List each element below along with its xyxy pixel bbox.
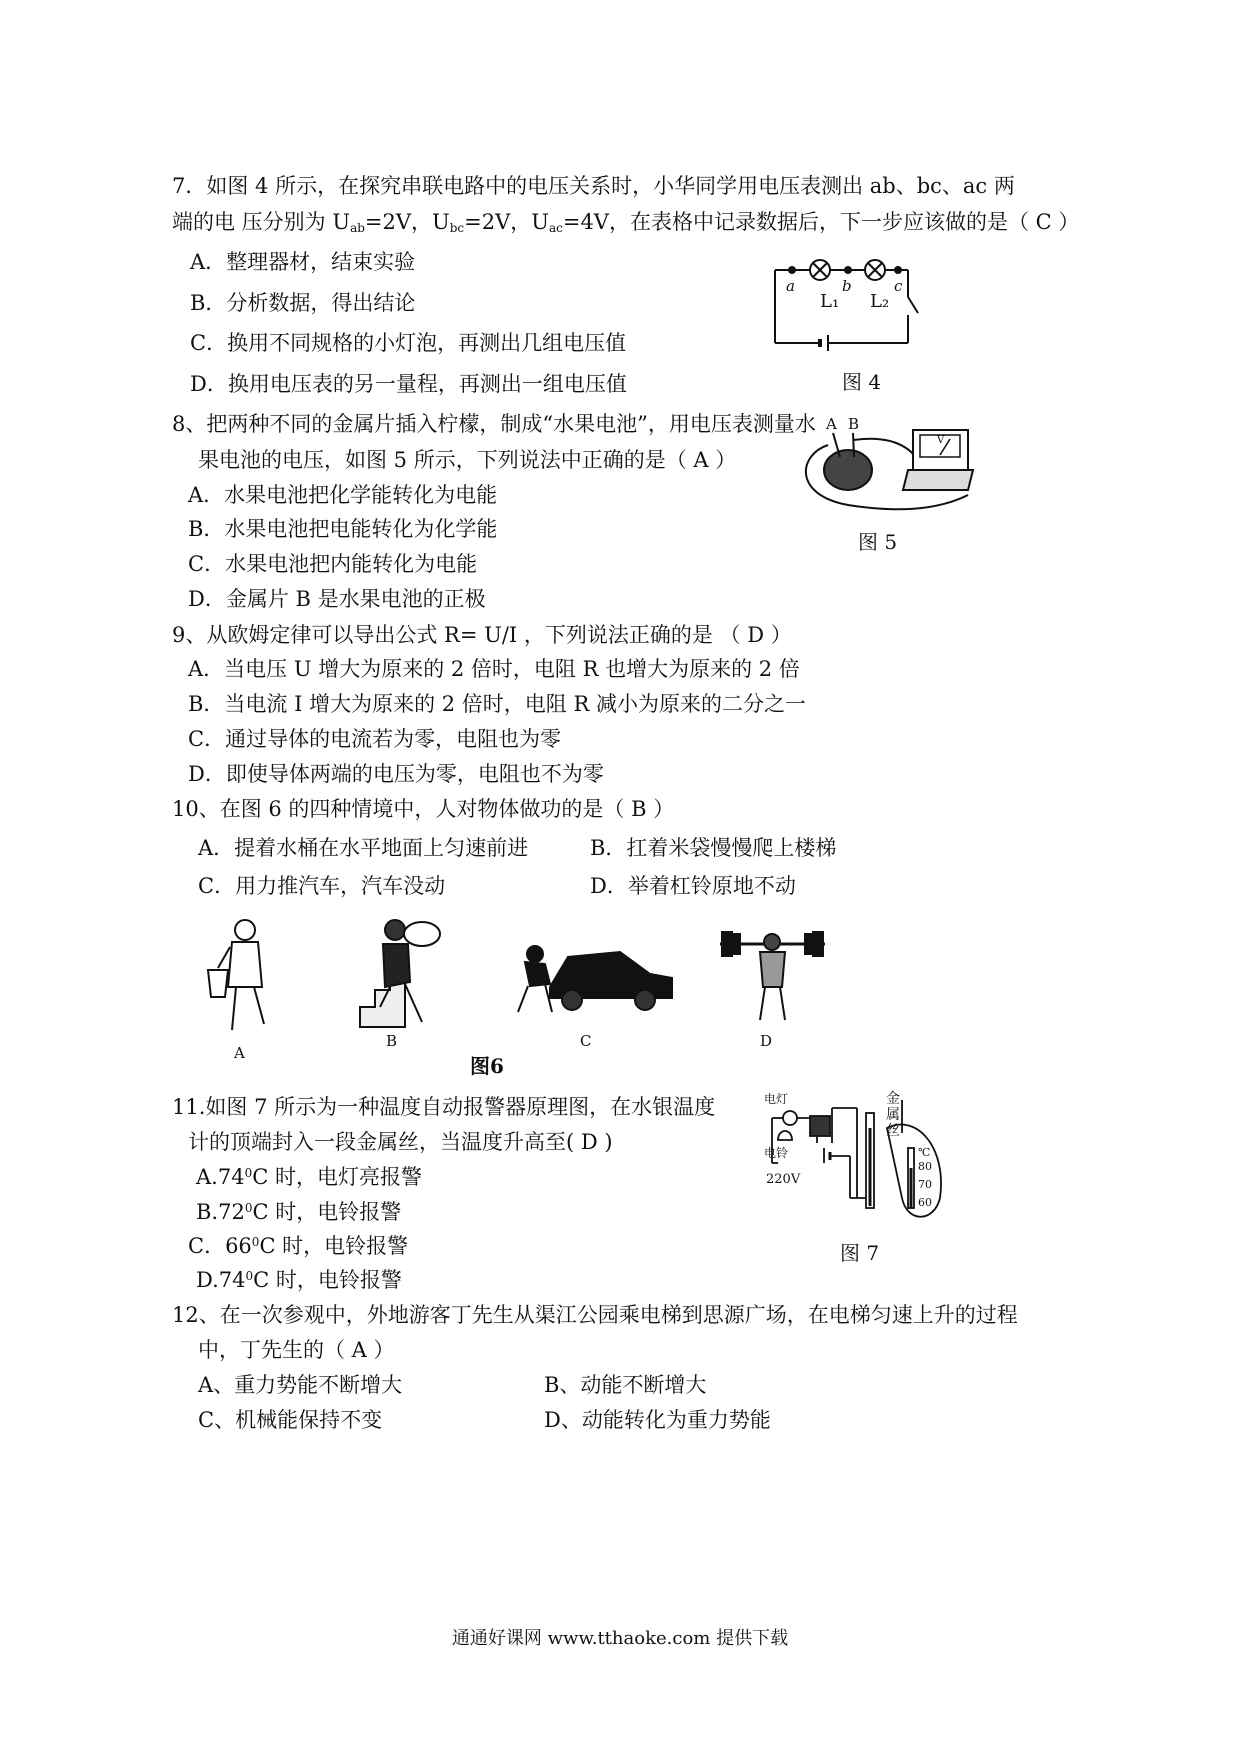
q9-option-d: D．即使导体两端的电压为零，电阻也不为零 <box>188 762 604 786</box>
figure-4-label-l2: L₂ <box>870 291 890 312</box>
figure-7-label-80: 80 <box>918 1160 932 1173</box>
scene-a-bucket-icon <box>208 920 264 1030</box>
figure-7-label-bell: 电铃 <box>764 1146 789 1160</box>
figure-7-label-60: 60 <box>918 1196 932 1209</box>
q11-option-c: C．$66^0C$ 时，电铃报警 <box>188 1234 409 1258</box>
figure-7-label-shu: 属 <box>886 1107 900 1123</box>
figure-7-label-degree: ℃ <box>918 1146 931 1159</box>
q10-option-a: A．提着水桶在水平地面上匀速前进 <box>198 836 529 860</box>
q7-option-d: D．换用电压表的另一量程，再测出一组电压值 <box>190 372 627 396</box>
figure-5-label-a: A <box>826 415 837 433</box>
q9-option-a: A．当电压 U 增大为原来的 2 倍时，电阻 R 也增大为原来的 2 倍 <box>188 657 800 681</box>
q7-stem-line1: 7．如图 4 所示，在探究串联电路中的电压关系时，小华同学用电压表测出 ab、bc、ac 两 <box>172 174 1015 198</box>
q8-option-a: A．水果电池把化学能转化为电能 <box>188 483 498 507</box>
figure-6-scenes <box>200 912 840 1062</box>
q8-option-c: C．水果电池把内能转化为电能 <box>188 552 478 576</box>
figure-5-fruit-battery <box>788 415 978 515</box>
figure-7-label-lamp: 电灯 <box>764 1092 789 1106</box>
scene-d-barbell-icon <box>720 932 825 1020</box>
q10-option-b: B．扛着米袋慢慢爬上楼梯 <box>590 836 837 860</box>
q12-stem-line2: 中，丁先生的（ A ） <box>198 1338 395 1362</box>
page-footer: 通通好课网 www.tthaoke.com 提供下载 <box>451 1628 789 1649</box>
figure-4-circuit <box>770 255 940 355</box>
q7-option-b: B．分析数据，得出结论 <box>190 291 416 315</box>
figure-7-label-voltage: 220V <box>766 1172 801 1187</box>
node-a <box>788 266 796 274</box>
q9-option-c: C．通过导体的电流若为零，电阻也为零 <box>188 727 562 751</box>
figure-6-label-a: A <box>234 1044 245 1062</box>
node-b <box>844 266 852 274</box>
figure-5-label-b: B <box>848 415 860 433</box>
q12-option-d: D、动能转化为重力势能 <box>544 1408 771 1432</box>
figure-7-alarm-circuit <box>762 1088 952 1228</box>
figure-7-label-si: 丝 <box>886 1123 900 1139</box>
figure-4-label-c: c <box>894 277 903 295</box>
q11-option-b: $B.72^0C$ 时，电铃报警 <box>196 1200 402 1224</box>
q12-stem-line1: 12、在一次参观中，外地游客丁先生从渠江公园乘电梯到思源广场，在电梯匀速上升的过程 <box>172 1303 1018 1327</box>
q8-stem-line2: 果电池的电压，如图 5 所示，下列说法中正确的是（ A ） <box>198 448 737 472</box>
q11-stem-line1: 11.如图 7 所示为一种温度自动报警器原理图，在水银温度 <box>172 1095 716 1119</box>
q9-stem: 9、从欧姆定律可以导出公式 R= U/I ，下列说法正确的是 （ D ） <box>172 623 792 647</box>
q11-option-d: $D.74^0C$ 时，电铃报警 <box>196 1268 402 1292</box>
q7-option-c: C．换用不同规格的小灯泡，再测出几组电压值 <box>190 331 627 355</box>
figure-6-caption: 图6 <box>470 1054 504 1078</box>
figure-5-caption: 图 5 <box>858 530 898 554</box>
figure-7-caption: 图 7 <box>840 1241 880 1265</box>
q8-stem-line1: 8、把两种不同的金属片插入柠檬，制成“水果电池”，用电压表测量水 <box>172 412 816 436</box>
scene-c-car-icon <box>518 946 672 1012</box>
scene-b-stairs-icon <box>360 920 440 1027</box>
q10-option-d: D．举着杠铃原地不动 <box>590 874 796 898</box>
q7-option-a: A．整理器材，结束实验 <box>190 250 416 274</box>
q8-option-d: D．金属片 B 是水果电池的正极 <box>188 587 486 611</box>
node-c <box>894 266 902 274</box>
q12-option-c: C、机械能保持不变 <box>198 1408 383 1432</box>
q11-option-a: $A.74^0C$ 时，电灯亮报警 <box>196 1165 422 1189</box>
q10-stem: 10、在图 6 的四种情境中，人对物体做功的是（ B ） <box>172 797 675 821</box>
q7-stem-line2: 端的电 压分别为 $U_{ab}=2V$，$U_{bc}=2V$，$U_{ac}=4V$，在表格中记录数据后，下一步应该做的是（ C ） <box>172 210 1080 235</box>
q10-option-c: C．用力推汽车，汽车没动 <box>198 874 446 898</box>
figure-7-label-70: 70 <box>918 1178 932 1191</box>
figure-6-label-b: B <box>386 1032 398 1050</box>
figure-7-label-jin: 金 <box>886 1091 900 1107</box>
q11-stem-line2: 计的顶端封入一段金属丝，当温度升高至( D ) <box>188 1130 613 1154</box>
q8-option-b: B．水果电池把电能转化为化学能 <box>188 517 498 541</box>
figure-6-label-d: D <box>760 1032 773 1050</box>
figure-4-label-b: b <box>842 277 852 295</box>
figure-5-label-v: V <box>937 435 945 446</box>
q12-option-b: B、动能不断增大 <box>544 1373 707 1397</box>
figure-4-label-l1: L₁ <box>820 291 840 312</box>
q12-option-a: A、重力势能不断增大 <box>198 1373 403 1397</box>
figure-4-label-a: a <box>786 277 795 295</box>
figure-6-label-c: C <box>580 1032 592 1050</box>
figure-4-caption: 图 4 <box>842 370 882 394</box>
q9-option-b: B．当电流 I 增大为原来的 2 倍时，电阻 R 减小为原来的二分之一 <box>188 692 806 716</box>
